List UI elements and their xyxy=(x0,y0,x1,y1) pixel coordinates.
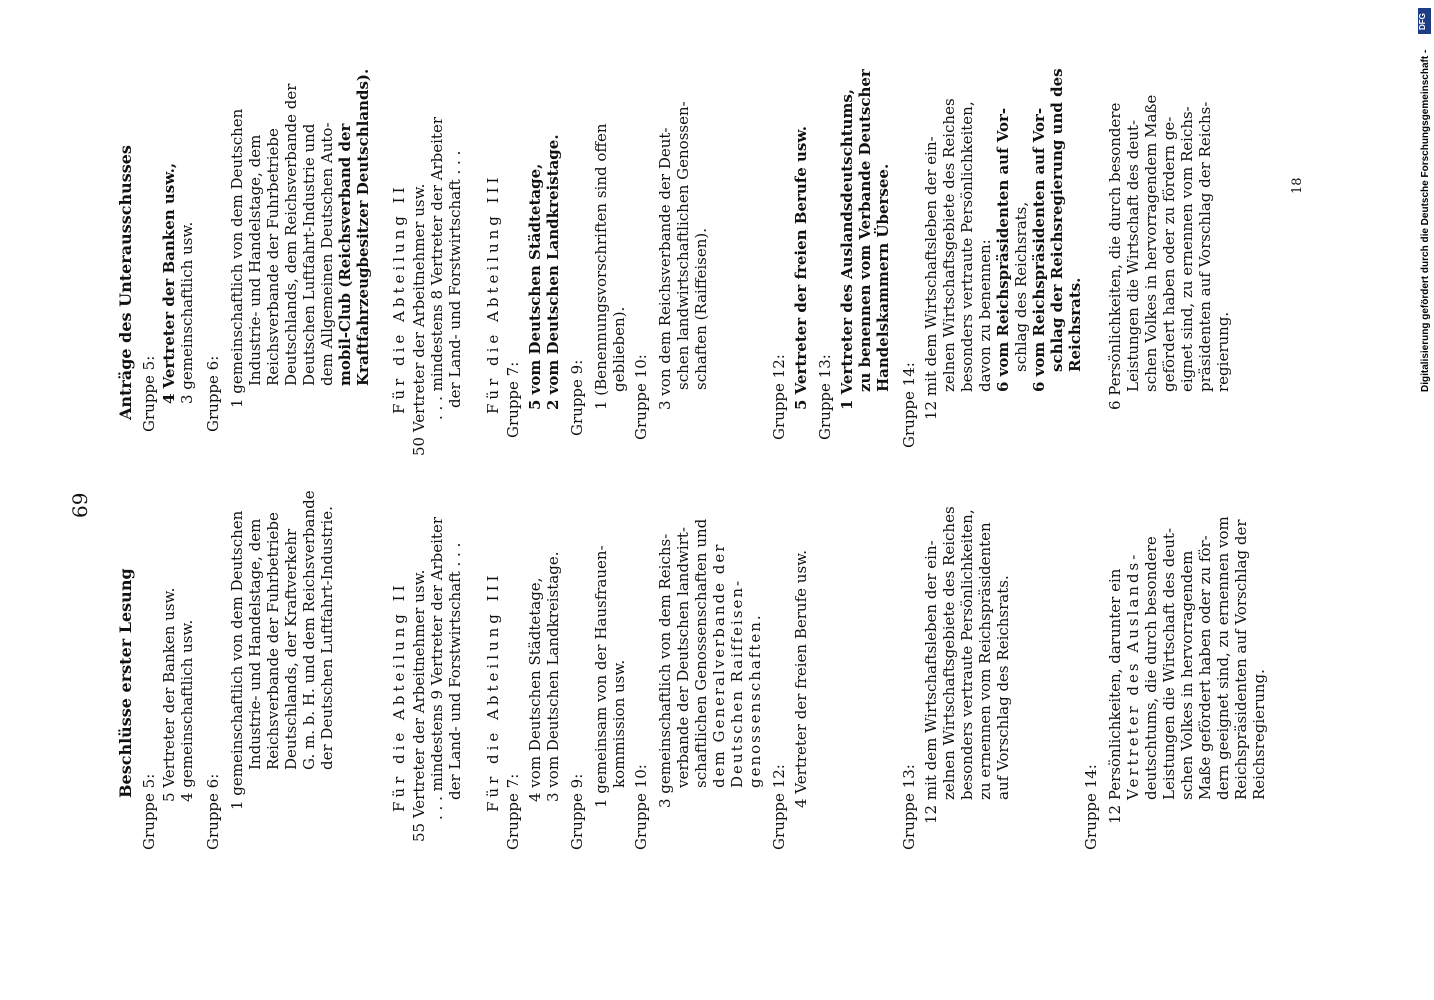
left-line: 1 gemeinschaftlich von dem Deutschen xyxy=(228,510,246,810)
right-line: zu benennen vom Verbande Deutscher xyxy=(856,69,874,392)
left-line: Reichspräsidenten auf Vorschlag der xyxy=(1232,519,1250,800)
left-line: dem Generalverbande der xyxy=(710,542,728,788)
left-line: Gruppe 6: xyxy=(204,773,222,850)
right-line: zelnen Wirtschaftsgebiete des Reiches xyxy=(940,98,958,392)
left-line: schen Volkes in hervorragendem xyxy=(1178,550,1196,800)
right-line: 1 (Benennungsvorschriften sind offen xyxy=(592,123,610,410)
left-line: Gruppe 12: xyxy=(770,764,788,850)
left-line: 3 vom Deutschen Landkreistage. xyxy=(544,551,562,802)
right-line: geblieben). xyxy=(610,306,628,392)
left-line: Gruppe 7: xyxy=(504,773,522,850)
left-line: Reichsverbande der Fuhrbetriebe xyxy=(264,512,282,770)
right-column-heading: Anträge des Unterausschusses xyxy=(116,145,135,420)
right-line: Gruppe 12: xyxy=(770,354,788,440)
right-line: Gruppe 9: xyxy=(568,359,586,436)
right-line: 2 vom Deutschen Landkreistage. xyxy=(544,134,562,410)
right-line: eignet sind, zu ernennen vom Reichs- xyxy=(1178,106,1196,392)
right-line: Gruppe 7: xyxy=(504,361,522,438)
right-line: schen Volkes in hervorragendem Maße xyxy=(1142,94,1160,392)
left-line: zu ernennen vom Reichspräsidenten xyxy=(976,522,994,800)
page-number-left: 69 xyxy=(68,492,92,518)
left-line: 3 gemeinschaftlich von dem Reichs- xyxy=(656,533,674,808)
left-column-heading: Beschlüsse erster Lesung xyxy=(116,568,135,798)
right-line: Reichsrats. xyxy=(1066,277,1084,372)
right-line: Kraftfahrzeugbesitzer Deutschlands). xyxy=(354,68,372,386)
left-line: verbande der Deutschen landwirt- xyxy=(674,527,692,788)
right-line: 3 gemeinschaftlich usw. xyxy=(178,221,196,404)
left-line: 55 Vertreter der Arbeitnehmer usw. xyxy=(410,569,428,842)
left-line: 4 vom Deutschen Städtetage, xyxy=(526,577,544,802)
right-line: 4 Vertreter der Banken usw., xyxy=(160,162,178,404)
right-line: 3 von dem Reichsverbande der Deut- xyxy=(656,127,674,410)
left-line: G. m. b. H. und dem Reichsverbande xyxy=(300,490,318,770)
right-line: Gruppe 6: xyxy=(204,355,222,432)
right-subheading: Für die Abteilung III xyxy=(484,173,502,414)
left-line: zelnen Wirtschaftsgebiete des Reiches xyxy=(940,506,958,800)
right-line: 6 vom Reichspräsidenten auf Vor- xyxy=(994,107,1012,392)
right-line: Gruppe 14: xyxy=(900,362,918,448)
left-line: genossenschaften. xyxy=(746,613,764,788)
left-line: Leistungen die Wirtschaft des deut- xyxy=(1160,527,1178,800)
right-line: 5 vom Deutschen Städtetage, xyxy=(526,163,544,410)
left-line: Vertreter des Auslands- xyxy=(1124,551,1142,800)
right-line: davon zu benennen: xyxy=(976,239,994,392)
left-line: Deutschlands, der Kraftverkehr xyxy=(282,528,300,770)
right-line: schaften (Raiffeisen). xyxy=(692,227,710,390)
right-line: mobil-Club (Reichsverband der xyxy=(336,123,354,386)
right-line: schlag der Reichsregierung und des xyxy=(1048,68,1066,372)
left-line: 4 Vertreter der freien Berufe usw. xyxy=(792,550,810,808)
left-line: Industrie- und Handelstage, dem xyxy=(246,518,264,770)
left-line: Gruppe 9: xyxy=(568,773,586,850)
right-line: Deutschen Luftfahrt-Industrie und xyxy=(300,123,318,386)
right-line: 6 Persönlichkeiten, die durch besondere xyxy=(1106,102,1124,410)
right-line: 5 Vertreter der freien Berufe usw. xyxy=(792,126,810,410)
right-line: dem Allgemeinen Deutschen Auto- xyxy=(318,122,336,386)
left-line: . . . mindestens 9 Vertreter der Arbeiter xyxy=(428,516,446,820)
left-line: der Land- und Forstwirtschaft . . . xyxy=(446,542,464,800)
right-line: Industrie- und Handelstage, dem xyxy=(246,134,264,386)
right-line: 12 mit dem Wirtschaftsleben der ein- xyxy=(922,136,940,420)
right-line: Leistungen die Wirtschaft des deut- xyxy=(1124,119,1142,392)
left-subheading: Für die Abteilung III xyxy=(484,571,502,812)
left-line: dern geeignet sind, zu ernennen vom xyxy=(1214,516,1232,800)
left-line: der Deutschen Luftfahrt-Industrie. xyxy=(318,506,336,770)
right-line: Gruppe 13: xyxy=(816,354,834,440)
right-line: präsidenten auf Vorschlag der Reichs- xyxy=(1196,101,1214,392)
right-line: Gruppe 5: xyxy=(140,355,158,432)
left-line: Reichsregierung. xyxy=(1250,669,1268,800)
right-line: Handelskammern Übersee. xyxy=(874,163,892,392)
left-subheading: Für die Abteilung II xyxy=(390,581,408,812)
right-line: 1 Vertreter des Auslandsdeutschtums, xyxy=(838,88,856,410)
left-line: Gruppe 14: xyxy=(1082,764,1100,850)
right-line: der Land- und Forstwirtschaft . . . xyxy=(446,150,464,408)
right-line: schen landwirtschaftlichen Genossen- xyxy=(674,101,692,390)
left-line: 5 Vertreter der Banken usw. xyxy=(160,587,178,802)
left-line: deutschtums, die durch besondere xyxy=(1142,536,1160,800)
left-line: Gruppe 13: xyxy=(900,764,918,850)
right-line: Gruppe 10: xyxy=(632,354,650,440)
left-line: besonders vertraute Persönlichkeiten, xyxy=(958,509,976,800)
page-number-right: 18 xyxy=(1290,177,1305,194)
left-line: 12 Persönlichkeiten, darunter ein xyxy=(1106,568,1124,824)
digitization-credit: Digitalisierung gefördert durch die Deutsche Forschungsgemeinschaft - xyxy=(1420,49,1431,392)
right-line: 1 gemeinschaftlich von dem Deutschen xyxy=(228,108,246,408)
right-line: regierung. xyxy=(1214,311,1232,392)
right-line: schlag des Reichsrats, xyxy=(1012,201,1030,372)
left-line: Deutschen Raiffeisen- xyxy=(728,578,746,788)
left-line: 1 gemeinsam von der Hausfrauen- xyxy=(592,545,610,808)
left-line: auf Vorschlag des Reichsrats. xyxy=(994,575,1012,800)
right-line: Reichsverbande der Fuhrbetriebe xyxy=(264,128,282,386)
right-line: 6 vom Reichspräsidenten auf Vor- xyxy=(1030,107,1048,392)
right-line: Deutschlands, dem Reichsverbande der xyxy=(282,83,300,386)
left-line: Gruppe 5: xyxy=(140,773,158,850)
dfg-logo: DFG xyxy=(1418,8,1431,34)
right-line: 50 Vertreter der Arbeitnehmer usw. xyxy=(410,183,428,456)
left-line: Maße gefördert haben oder zu för- xyxy=(1196,535,1214,800)
left-line: 12 mit dem Wirtschaftsleben der ein- xyxy=(922,540,940,824)
right-subheading: Für die Abteilung II xyxy=(390,183,408,414)
left-line: kommission usw. xyxy=(610,659,628,788)
right-line: gefördert haben oder zu fördern ge- xyxy=(1160,116,1178,392)
right-line: . . . mindestens 8 Vertreter der Arbeiter xyxy=(428,116,446,420)
left-line: 4 gemeinschaftlich usw. xyxy=(178,619,196,802)
right-line: besonders vertraute Persönlichkeiten, xyxy=(958,101,976,392)
left-line: schaftlichen Genossenschaften und xyxy=(692,518,710,788)
left-line: Gruppe 10: xyxy=(632,764,650,850)
